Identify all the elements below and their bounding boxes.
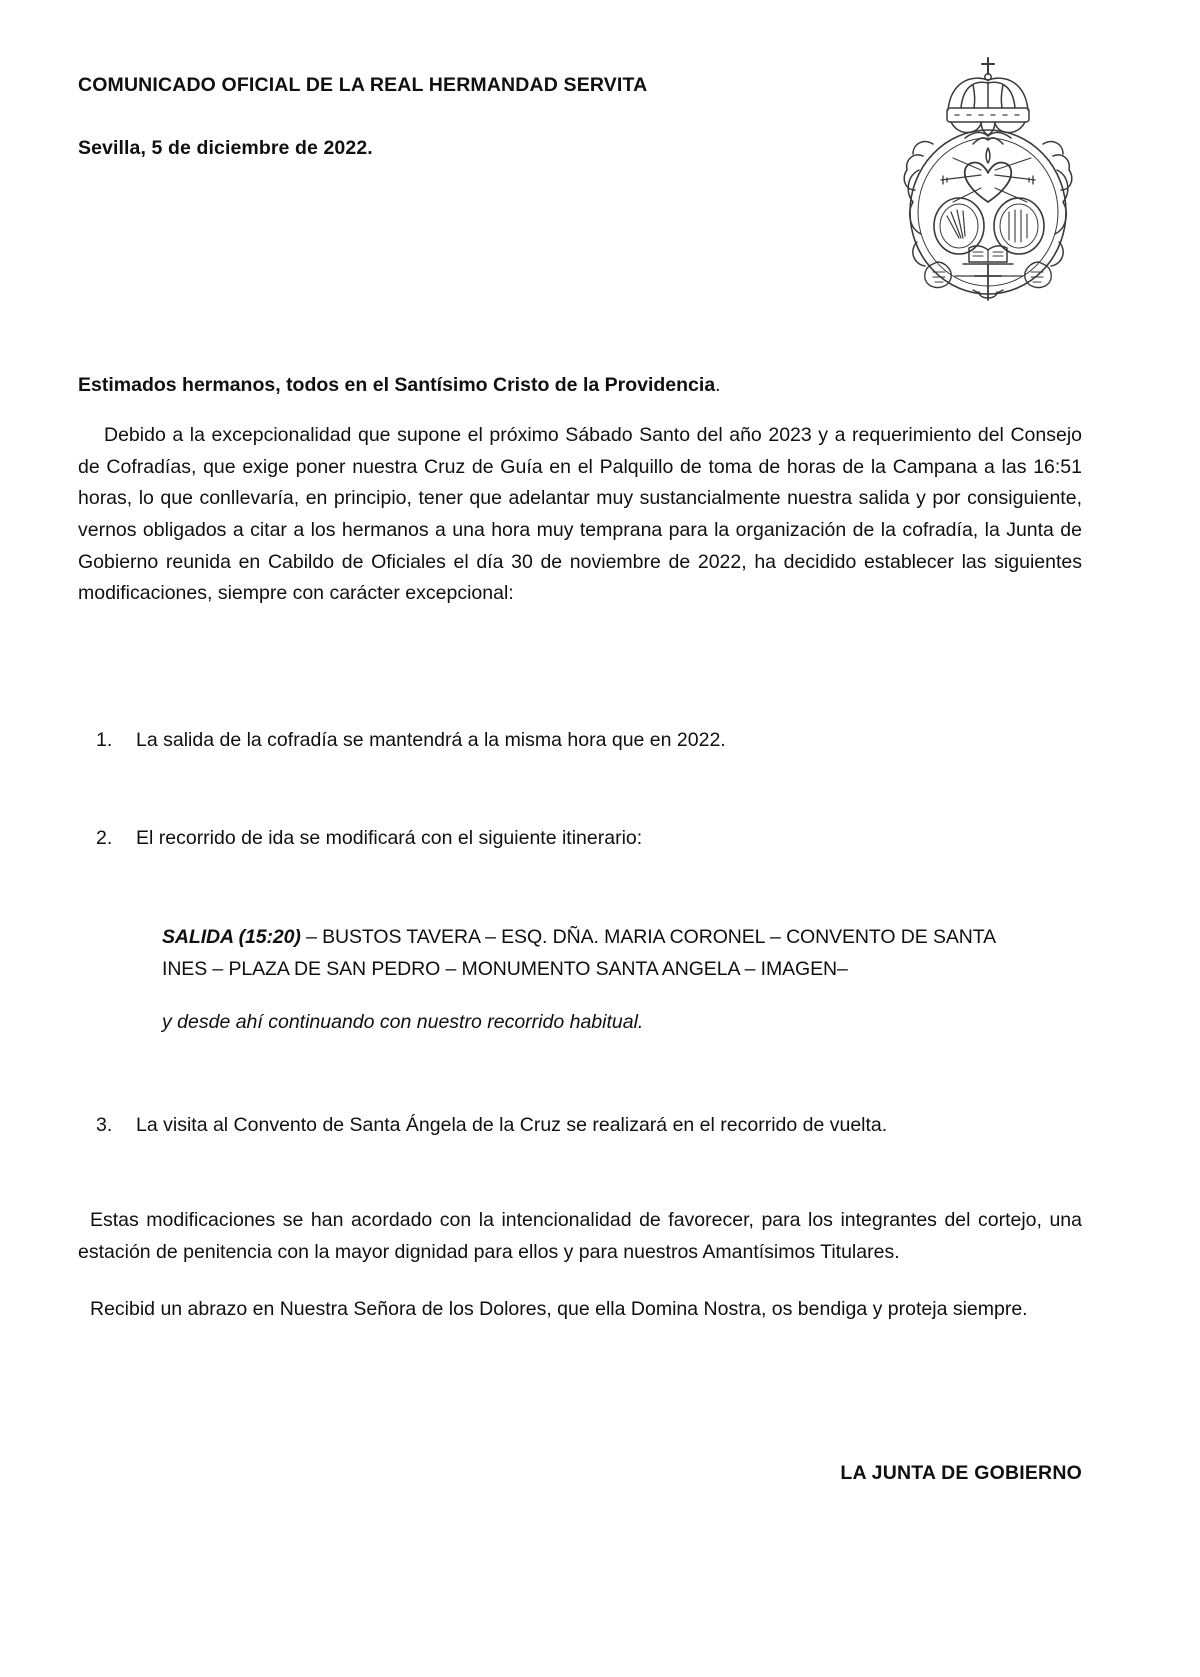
list-item (78, 1110, 1082, 1140)
salutation-line (78, 372, 1082, 398)
route-text: – BUSTOS TAVERA – ESQ. DÑA. MARIA CORONEL – CONVENTO DE SANTA INES – PLAZA DE SAN PEDRO – MONUMENTO SANTA ANGELA – IMAGEN– (162, 926, 995, 980)
closing-block (78, 1205, 1082, 1326)
list-marker: 1. (96, 729, 113, 751)
itinerary-note: y desde ahí continuando con nuestro recorrido habitual. (162, 1011, 644, 1033)
list-item-text: La visita al Convento de Santa Ángela de la Cruz se realizará en el recorrido de vuelta. (136, 1114, 888, 1136)
salutation-period: . (715, 374, 721, 396)
list-item-text: El recorrido de ida se modificará con el siguiente itinerario: (136, 827, 643, 849)
hermandad-crest-icon (893, 52, 1083, 304)
closing-paragraph-1: Estas modificaciones se han acordado con la intencionalidad de favorecer, para los integrantes del cortejo, una estación de penitencia con la mayor dignidad para ellos y para nuestros Amantísimos Titulares. (78, 1209, 1082, 1263)
document-body (78, 372, 1082, 610)
signature-line: LA JUNTA DE GOBIERNO (840, 1462, 1082, 1484)
salida-label: SALIDA (15:20) (162, 926, 301, 948)
list-marker: 2. (96, 827, 113, 849)
list-item-text: La salida de la cofradía se mantendrá a la misma hora que en 2022. (136, 729, 726, 751)
itinerary-route (162, 922, 1042, 985)
closing-paragraph-2: Recibid un abrazo en Nuestra Señora de los Dolores, que ella Domina Nostra, os bendiga y proteja siempre. (90, 1298, 1028, 1321)
list-marker: 3. (96, 1114, 113, 1136)
list-item (78, 725, 1082, 755)
document-date: Sevilla, 5 de diciembre de 2022. (78, 137, 373, 160)
document-header (78, 74, 878, 161)
salutation-text: Estimados hermanos, todos en el Santísimo Cristo de la Providencia (78, 374, 716, 396)
page-title: COMUNICADO OFICIAL DE LA REAL HERMANDAD SERVITA (78, 74, 648, 96)
list-item (78, 823, 1082, 853)
intro-paragraph: Debido a la excepcionalidad que supone el próximo Sábado Santo del año 2023 y a requerimiento del Consejo de Cofradías, que exige poner nuestra Cruz de Guía en el Palquillo de toma de horas de la Campana a las 16:51 horas, lo que conllevaría, en principio, tener que adelantar muy sustancialmente nuestra salida y por consiguiente, vernos obligados a citar a los hermanos a una hora muy temprana para la organización de la cofradía, la Junta de Gobierno reunida en Cabildo de Oficiales el día 30 de noviembre de 2022, ha decidido establecer las siguientes modificaciones, siempre con carácter excepcional: (78, 424, 1082, 605)
